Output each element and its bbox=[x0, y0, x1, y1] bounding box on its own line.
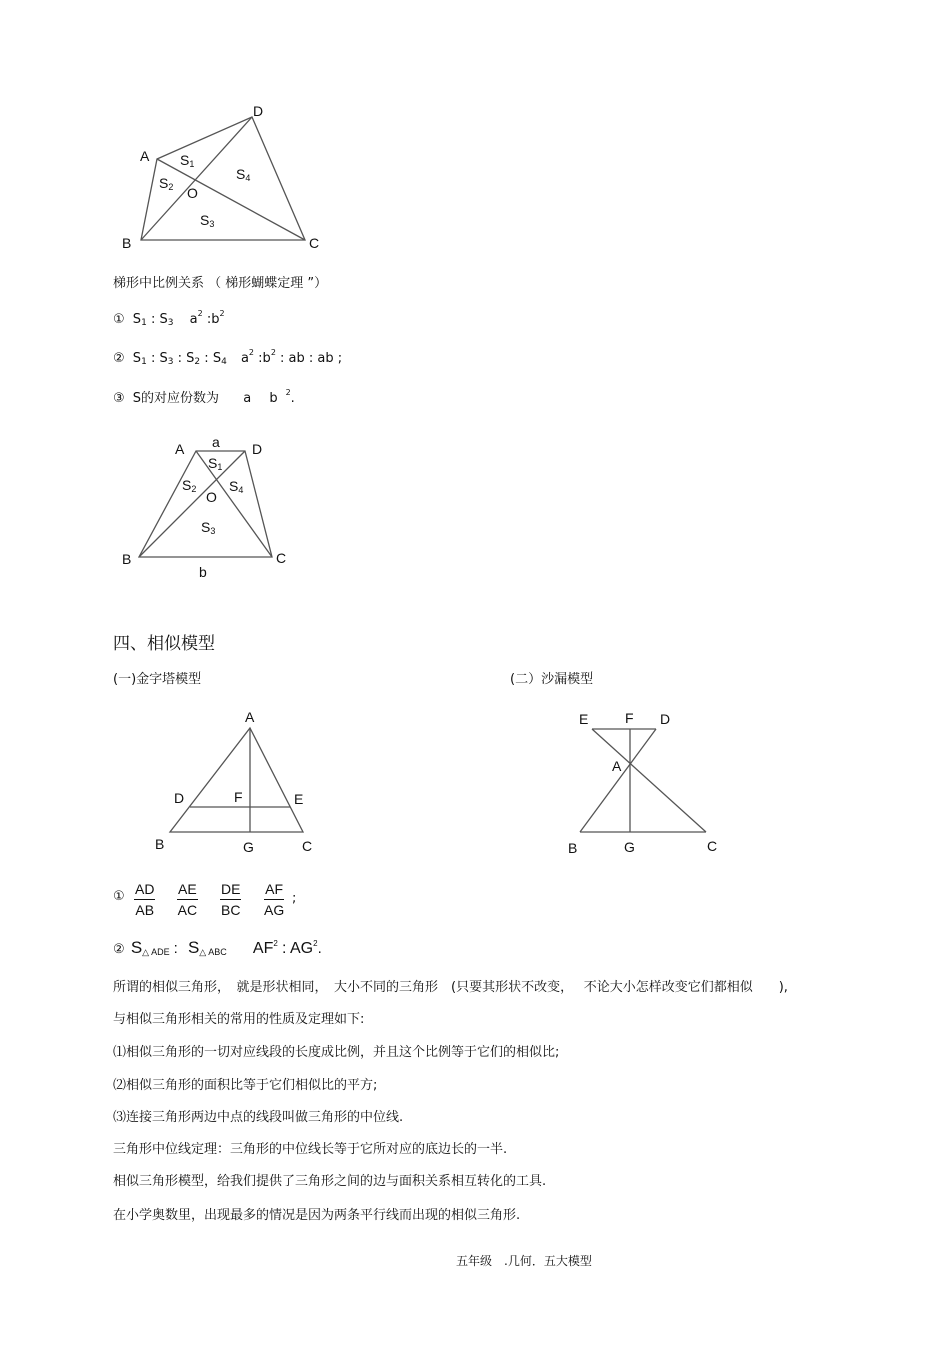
region2-s1: $S_1$ bbox=[208, 455, 223, 472]
paragraph-property-3: ⑶连接三角形两边中点的线段叫做三角形的中位线. bbox=[113, 1110, 404, 1125]
paragraph-properties-intro: 与相似三角形相关的常用的性质及定理如下: bbox=[113, 1012, 365, 1027]
ratio-marker: ① bbox=[113, 889, 125, 904]
region-s1: $S_1$ bbox=[180, 152, 195, 169]
label-A2: A bbox=[175, 441, 185, 457]
paragraph-model-tool: 相似三角形模型，给我们提供了三角形之间的边与面积关系相互转化的工具. bbox=[113, 1174, 547, 1189]
section-heading: 四、相似模型 bbox=[113, 634, 215, 654]
hourglass-figure bbox=[580, 729, 706, 832]
label-B3: B bbox=[155, 836, 165, 852]
trapezoid-heading: 梯形中比例关系 （ 梯形蝴蝶定理 ”） bbox=[113, 276, 328, 291]
fraction-ae-ac: $\frac{AE}{AC}$ bbox=[177, 881, 198, 918]
paragraph-definition: 所谓的相似三角形， 就是形状相同， 大小不同的三角形 (只要其形状不改变， 不论大小怎样改变它们都相似 ), bbox=[113, 980, 788, 995]
label-D3: D bbox=[174, 790, 185, 806]
page-footer: 五年级 .几何．五大模型 bbox=[456, 1254, 592, 1268]
label-G4: G bbox=[624, 839, 635, 855]
region-s3: $S_3$ bbox=[200, 212, 215, 229]
label-O: O bbox=[187, 185, 198, 201]
fraction-af-ag: $\frac{AF}{AG}$ bbox=[264, 881, 285, 918]
label-a: a bbox=[212, 434, 220, 450]
paragraph-olympiad-note: 在小学奥数里，出现最多的情况是因为两条平行线而出现的相似三角形. bbox=[113, 1208, 521, 1223]
label-C: C bbox=[309, 235, 320, 251]
label-B2: B bbox=[122, 551, 132, 567]
subheading-pyramid: (一)金字塔模型 bbox=[113, 672, 202, 687]
subheading-hourglass: (二）沙漏模型 bbox=[510, 672, 594, 687]
label-F3: F bbox=[234, 789, 243, 805]
label-C2: C bbox=[276, 550, 287, 566]
label-E4: E bbox=[579, 711, 589, 727]
label-F4: F bbox=[625, 710, 634, 726]
paragraph-property-2: ⑵相似三角形的面积比等于它们相似比的平方; bbox=[113, 1078, 378, 1093]
label-G3: G bbox=[243, 839, 254, 855]
region-s2: $S_2$ bbox=[159, 175, 174, 192]
paragraph-midline-theorem: 三角形中位线定理：三角形的中位线长等于它所对应的底边长的一半. bbox=[113, 1142, 508, 1157]
ratio-end: ; bbox=[292, 891, 297, 906]
area-ratio-formula: ② $S_{\triangle ADE}$ : $S_{\triangle ABC}$ $AF^2$ : $AG^2$. bbox=[113, 938, 322, 957]
label-b: b bbox=[199, 564, 207, 580]
region-s4: $S_4$ bbox=[236, 166, 251, 183]
region2-s2: $S_2$ bbox=[182, 477, 197, 494]
label-B: B bbox=[122, 235, 132, 251]
label-C3: C bbox=[302, 838, 313, 854]
label-A3: A bbox=[245, 709, 255, 725]
label-D4: D bbox=[660, 711, 671, 727]
formula-2: ② $S_1$ : $S_3$ : $S_2$ : $S_4$ $a^2$ $:b^2$ : ab : ab ; bbox=[113, 348, 343, 367]
label-D2: D bbox=[252, 441, 263, 457]
label-B4: B bbox=[568, 840, 578, 856]
label-A4: A bbox=[612, 758, 622, 774]
formula-3: ③ S的对应份数为 a b $^2$. bbox=[113, 388, 295, 406]
fraction-ad-ab: $\frac{AD}{AB}$ bbox=[135, 881, 155, 918]
paragraph-property-1: ⑴相似三角形的一切对应线段的长度成比例，并且这个比例等于它们的相似比; bbox=[113, 1045, 560, 1060]
region2-s4: $S_4$ bbox=[229, 478, 244, 495]
region2-s3: $S_3$ bbox=[201, 519, 216, 536]
label-E3: E bbox=[294, 791, 304, 807]
label-D: D bbox=[253, 103, 264, 119]
formula-1: ① $S_1$ : $S_3$ $a^2$ $:b^2$ bbox=[113, 309, 225, 328]
label-O2: O bbox=[206, 489, 217, 505]
label-C4: C bbox=[707, 838, 718, 854]
pyramid-figure bbox=[170, 728, 303, 832]
fraction-de-bc: $\frac{DE}{BC}$ bbox=[221, 881, 241, 918]
label-A: A bbox=[140, 148, 150, 164]
